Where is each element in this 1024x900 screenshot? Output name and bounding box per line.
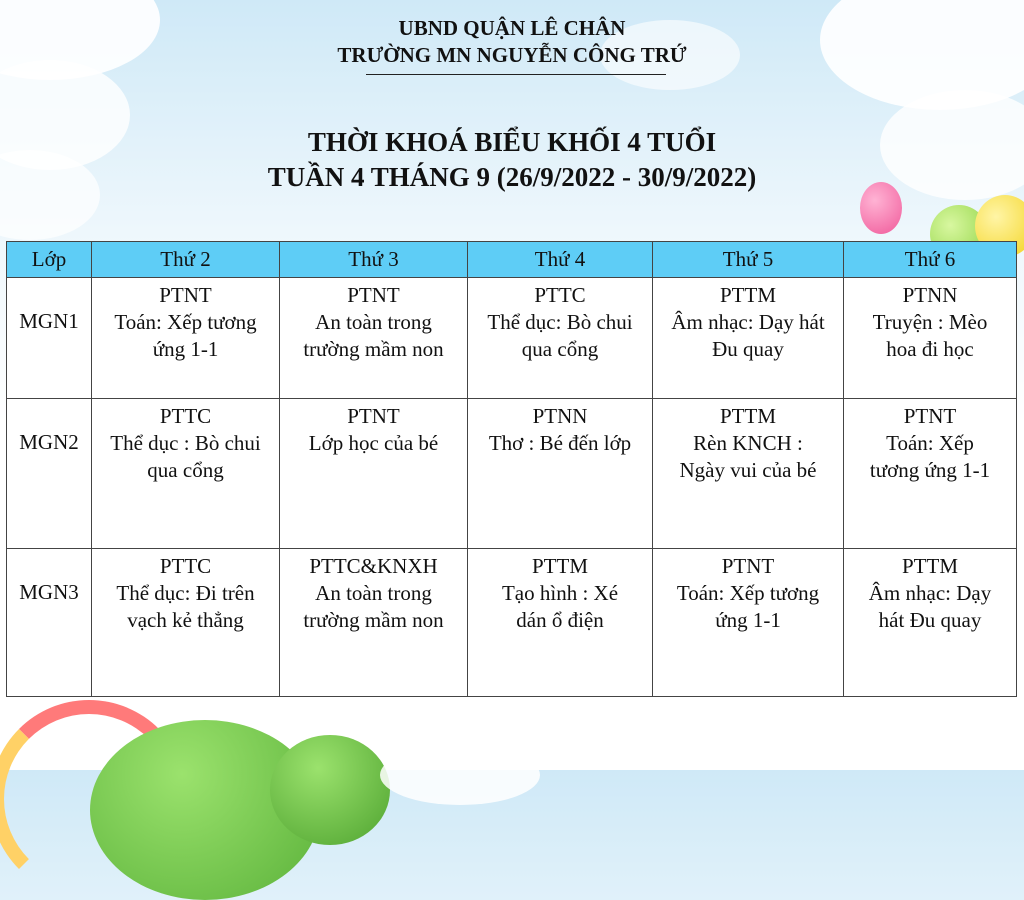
column-header-class: Lớp [7, 242, 92, 278]
class-name: MGN1 [7, 278, 92, 399]
table-row [7, 278, 1017, 399]
column-header-thursday: Thứ 5 [653, 242, 844, 278]
lesson-line: Lớp học của bé [308, 431, 439, 455]
column-header-tuesday: Thứ 3 [280, 242, 468, 278]
timetable [6, 241, 1017, 697]
lesson-cell [92, 278, 280, 399]
lesson-line: vạch kẻ thẳng [127, 608, 244, 632]
lesson-area: PTTM [531, 554, 588, 578]
lesson-area: PTNN [532, 404, 588, 428]
lesson-line: ứng 1-1 [152, 337, 219, 361]
lesson-line: Toán: Xếp tương [676, 581, 820, 605]
lesson-cell [468, 278, 653, 399]
lesson-cell [653, 278, 844, 399]
table-row [7, 399, 1017, 549]
district-name: UBND QUẬN LÊ CHÂN [398, 16, 626, 40]
lesson-line: trường mầm non [303, 337, 444, 361]
hill [270, 735, 390, 845]
column-header-wednesday: Thứ 4 [468, 242, 653, 278]
lesson-cell [92, 399, 280, 549]
lesson-line: hoa đi học [886, 337, 974, 361]
lesson-line: qua cổng [521, 337, 599, 361]
lesson-line: An toàn trong [315, 581, 432, 605]
class-name: MGN3 [7, 549, 92, 697]
lesson-cell [92, 549, 280, 697]
lesson-area: PTNT [721, 554, 775, 578]
lesson-line: Âm nhạc: Dạy hát [671, 310, 825, 334]
table-row [7, 549, 1017, 697]
lesson-cell [280, 278, 468, 399]
column-header-friday: Thứ 6 [844, 242, 1017, 278]
lesson-area: PTTM [719, 404, 776, 428]
lesson-line: Tạo hình : Xé [501, 581, 619, 605]
lesson-cell [280, 399, 468, 549]
lesson-line: dán ổ điện [516, 608, 604, 632]
lesson-area: PTNN [902, 283, 958, 307]
class-name: MGN2 [7, 399, 92, 549]
lesson-area: PTNT [159, 283, 212, 307]
lesson-line: Toán: Xếp tương [114, 310, 257, 334]
lesson-area: PTTC [159, 404, 212, 428]
lesson-area: PTTM [901, 554, 958, 578]
lesson-cell [280, 549, 468, 697]
lesson-line: Thể dục: Bò chui [487, 310, 633, 334]
column-header-monday: Thứ 2 [92, 242, 280, 278]
lesson-line: Thơ : Bé đến lớp [488, 431, 632, 455]
lesson-line: Toán: Xếp [886, 431, 974, 455]
lesson-cell [844, 278, 1017, 399]
lesson-area: PTTC [534, 283, 586, 307]
lesson-cell [468, 549, 653, 697]
header-divider [366, 74, 666, 75]
lesson-line: Âm nhạc: Dạy [868, 581, 992, 605]
lesson-area: PTTC&KNXH [309, 554, 438, 578]
lesson-cell [844, 549, 1017, 697]
lesson-cell [844, 399, 1017, 549]
lesson-area: PTNT [347, 283, 400, 307]
lesson-line: tương ứng 1-1 [869, 458, 991, 482]
lesson-cell [468, 399, 653, 549]
lesson-area: PTTC [159, 554, 212, 578]
lesson-line: trường mầm non [303, 608, 444, 632]
lesson-line: Thể dục: Đi trên [116, 581, 255, 605]
lesson-cell [653, 399, 844, 549]
lesson-line: Rèn KNCH : [693, 431, 803, 455]
lesson-line: Truyện : Mèo [872, 310, 988, 334]
header-row [7, 242, 1017, 278]
lesson-area: PTNT [903, 404, 957, 428]
lesson-area: PTNT [347, 404, 400, 428]
lesson-line: qua cổng [147, 458, 224, 482]
lesson-line: Ngày vui của bé [679, 458, 817, 482]
school-name: TRƯỜNG MN NGUYỄN CÔNG TRỨ [337, 43, 687, 67]
lesson-line: Thể dục : Bò chui [110, 431, 261, 455]
lesson-line: hát Đu quay [878, 608, 982, 632]
page-title: THỜI KHOÁ BIỂU KHỐI 4 TUỔI [307, 127, 717, 157]
lesson-line: ứng 1-1 [715, 608, 781, 632]
cloud [380, 745, 540, 805]
lesson-line: Đu quay [712, 337, 784, 361]
week-subtitle: TUẦN 4 THÁNG 9 (26/9/2022 - 30/9/2022) [267, 162, 757, 192]
lesson-area: PTTM [719, 283, 776, 307]
lesson-cell [653, 549, 844, 697]
lesson-line: An toàn trong [315, 310, 432, 334]
